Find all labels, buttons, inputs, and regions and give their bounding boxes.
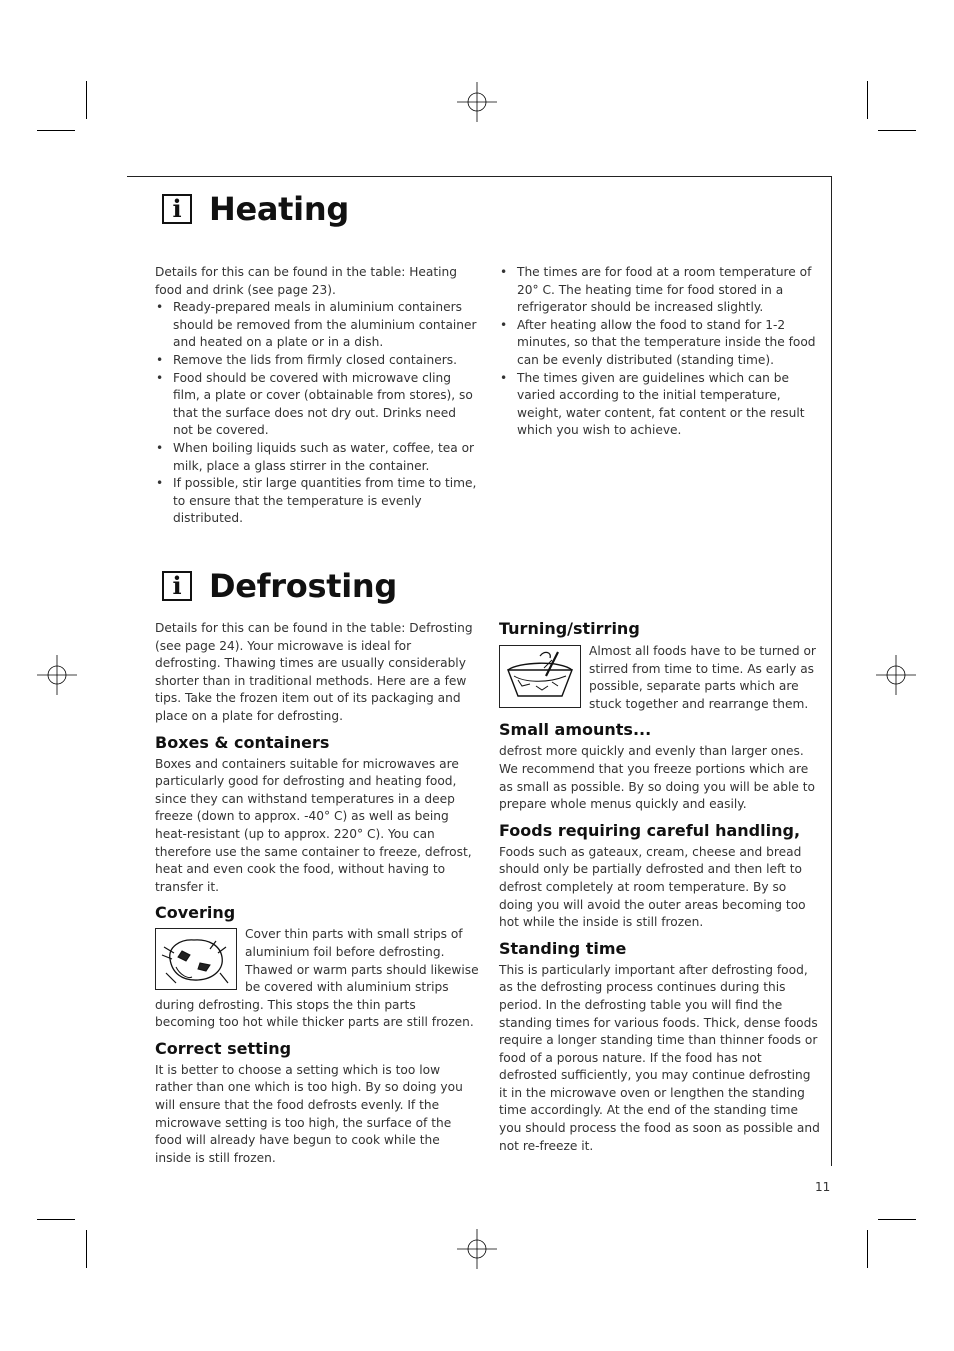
registration-mark-icon <box>876 655 916 695</box>
heating-title: Heating <box>209 190 349 228</box>
small-amounts-heading: Small amounts... <box>499 720 652 740</box>
frame-right-rule <box>831 176 832 1166</box>
standing-time-text: This is particularly important after defrosting food, as the defrosting process continues during this period. In the defrosting table you will find the standing times for various foods. Thick, dense foods require a longer standing time than thinner foods or food of a porous nature. If the food has not defrosted sufficiently, you may continue defrosting it in the microwave oven or lengthen the standing time accordingly. At the end of the standing time you should process the food as soon as possible and not re-freeze it. <box>499 962 820 1153</box>
boxes-text: Boxes and containers suitable for microwaves are particularly good for defrosting and heating food, since they can withstand temperatures in a deep freeze (down to approx. -40° C) as well as being heat-resistant (up to approx. 220° C). You can therefore use the same container to freeze, defrost, heat and even cook the food, without having to transfer it. <box>155 756 472 894</box>
list-item: • When boiling liquids such as water, coffee, tea or milk, place a glass stirrer in the container. <box>155 440 479 475</box>
crop-mark <box>86 1230 87 1268</box>
turning-block <box>499 643 821 713</box>
defrosting-intro: Details for this can be found in the table: Defrosting (see page 24). Your microwave is ideal for defrosting. Thawing times are usually considerably shorter than in traditional methods. Here are a few tips. Take the frozen item out of its packaging and place on a plate for defrosting. <box>155 621 473 723</box>
crop-mark <box>878 130 916 131</box>
stirring-bowl-illustration <box>499 645 581 708</box>
info-icon: i <box>162 571 192 601</box>
info-icon: i <box>162 194 192 224</box>
heating-right-list <box>499 264 821 440</box>
chicken-covering-illustration <box>155 928 237 990</box>
careful-handling-text: Foods such as gateaux, cream, cheese and bread should only be partially defrosted and then left to defrost completely at room temperature. By so doing you will avoid the outer areas becoming too hot while the inside is still frozen. <box>499 844 806 930</box>
list-item: • If possible, stir large quantities from time to time, to ensure that the temperature is evenly distributed. <box>155 475 479 528</box>
list-item: • Food should be covered with microwave cling film, a plate or cover (obtainable from stores), so that the surface does not dry out. Drinks need not be covered. <box>155 370 479 440</box>
frame-top-rule <box>127 176 832 177</box>
heating-title-block <box>162 190 349 228</box>
correct-setting-heading: Correct setting <box>155 1038 292 1058</box>
covering-heading: Covering <box>155 903 236 923</box>
crop-mark <box>878 1219 916 1220</box>
turning-heading: Turning/stirring <box>499 619 640 638</box>
defrosting-title-block <box>162 567 397 605</box>
boxes-heading: Boxes & containers <box>155 732 330 752</box>
heating-intro: Details for this can be found in the table: Heating food and drink (see page 23). <box>155 265 458 297</box>
crop-mark <box>867 81 868 119</box>
defrosting-left-column <box>155 620 479 1167</box>
crop-mark <box>867 1230 868 1268</box>
page-number: 11 <box>815 1180 831 1194</box>
list-item: • The times given are guidelines which can be varied according to the initial temperature, weight, water content, fat content or the result which you wish to achieve. <box>499 370 821 440</box>
defrosting-title: Defrosting <box>209 567 397 605</box>
heating-left-list <box>155 299 479 528</box>
defrosting-right-column <box>499 619 821 1155</box>
turning-text: Almost all foods have to be turned or stirred from time to time. As early as possible, separate parts which are stuck together and rearrange them. <box>589 644 816 711</box>
list-item: • After heating allow the food to stand for 1-2 minutes, so that the temperature inside the food can be evenly distributed (standing time). <box>499 317 821 370</box>
list-item: • Ready-prepared meals in aluminium containers should be removed from the aluminium container and heated on a plate or in a dish. <box>155 299 479 352</box>
covering-block <box>155 926 479 1032</box>
registration-mark-icon <box>37 655 77 695</box>
standing-time-heading: Standing time <box>499 938 627 958</box>
heating-right-column <box>499 264 821 440</box>
small-amounts-text: defrost more quickly and evenly than larger ones. We recommend that you freeze portions which are as small as possible. By so doing you will be able to prepare whole menus quickly and easily. <box>499 744 815 812</box>
careful-handling-heading: Foods requiring careful handling, <box>499 820 801 840</box>
crop-mark <box>37 130 75 131</box>
crop-mark <box>86 81 87 119</box>
registration-mark-icon <box>457 82 497 122</box>
covering-text: Cover thin parts with small strips of aluminium foil before defrosting. Thawed or warm parts should likewise be covered with aluminium strips during defrosting. This stops the thin parts becoming too hot while thicker parts are still frozen. <box>155 927 479 1030</box>
registration-mark-icon <box>457 1229 497 1269</box>
crop-mark <box>37 1219 75 1220</box>
correct-setting-text: It is better to choose a setting which is too low rather than one which is too high. By so doing you will ensure that the food defrosts evenly. If the microwave setting is too high, the surface of the food will already have begun to cook while the inside is still frozen. <box>155 1062 463 1165</box>
list-item: • Remove the lids from firmly closed containers. <box>155 352 479 370</box>
list-item: • The times are for food at a room temperature of 20° C. The heating time for food stored in a refrigerator should be increased slightly. <box>499 264 821 317</box>
heating-left-column <box>155 264 479 528</box>
